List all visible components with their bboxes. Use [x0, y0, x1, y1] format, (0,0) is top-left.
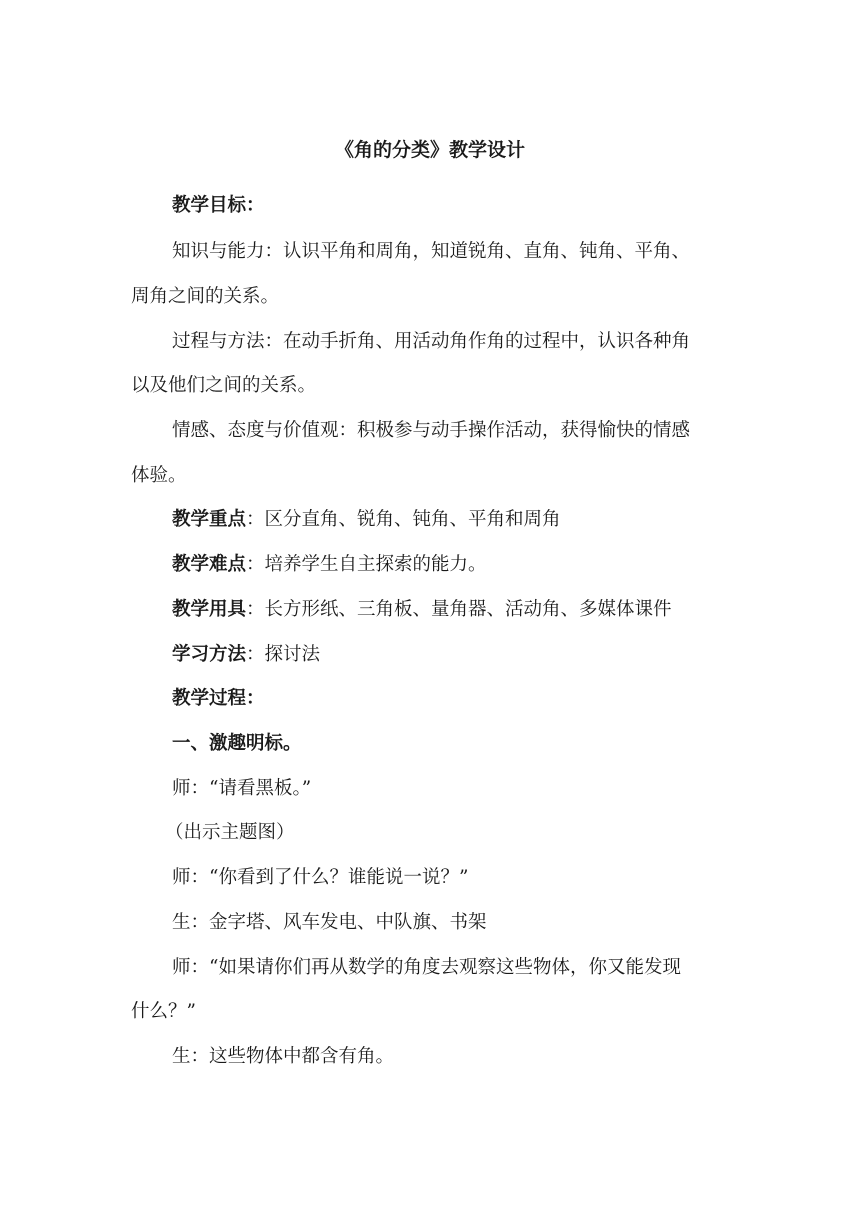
dialogue-5-line-1: 师：“如果请你们再从数学的角度去观察这些物体，你又能发现: [172, 957, 681, 978]
dialogue-4: 生：金字塔、风车发电、中队旗、书架: [172, 912, 487, 933]
difficulty-label: 教学难点: [172, 554, 247, 575]
knowledge-line-2: 周角之间的关系。: [131, 286, 280, 307]
dialogue-3: 师：“你看到了什么？谁能说一说？”: [172, 867, 469, 888]
dialogue-2: （出示主题图）: [165, 822, 295, 843]
dialogue-6: 生：这些物体中都含有角。: [172, 1046, 395, 1067]
method-line: [172, 639, 320, 671]
knowledge-line-1: 知识与能力：认识平角和周角，知道锐角、直角、钝角、平角、: [172, 241, 691, 262]
emotion-line-1: 情感、态度与价值观：积极参与动手操作活动，获得愉快的情感: [172, 420, 691, 441]
process-heading: 教学过程：: [172, 688, 265, 709]
process-line-1: 过程与方法：在动手折角、用活动角作角的过程中，认识各种角: [172, 331, 691, 352]
tools-text: ：长方形纸、三角板、量角器、活动角、多媒体课件: [246, 599, 672, 620]
process-line-2: 以及他们之间的关系。: [131, 375, 317, 396]
key-points-text: ：区分直角、锐角、钝角、平角和周角: [246, 509, 561, 530]
dialogue-1: 师：“请看黑板。”: [172, 778, 312, 799]
tools-line: [172, 594, 672, 626]
key-points-label: 教学重点: [172, 509, 247, 530]
emotion-line-2: 体验。: [131, 465, 187, 486]
tools-label: 教学用具: [172, 599, 247, 620]
document-title: 《角的分类》教学设计: [334, 139, 525, 161]
key-points-line: [172, 504, 561, 536]
section1-heading: 一、激趣明标。: [172, 733, 302, 754]
method-label: 学习方法: [172, 644, 247, 665]
difficulty-line: [172, 549, 487, 581]
objectives-heading: 教学目标：: [172, 195, 265, 216]
difficulty-text: ：培养学生自主探索的能力。: [246, 554, 487, 575]
dialogue-5-line-2: 什么？”: [131, 1001, 196, 1022]
method-text: ：探讨法: [246, 644, 321, 665]
